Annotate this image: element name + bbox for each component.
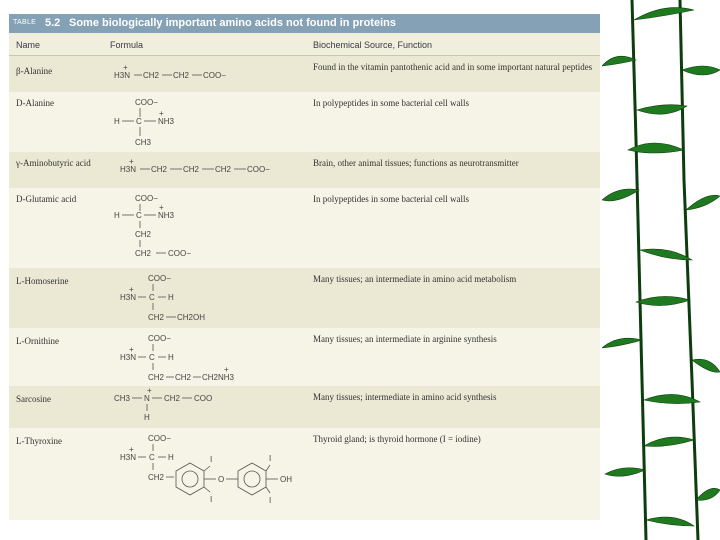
svg-text:+: + bbox=[129, 345, 134, 354]
amino-acid-name: D-Glutamic acid bbox=[16, 194, 77, 204]
bamboo-leaf bbox=[602, 56, 636, 66]
svg-text:CH2: CH2 bbox=[148, 313, 165, 322]
header-name: Name bbox=[16, 40, 41, 50]
table-row bbox=[9, 268, 600, 328]
svg-text:C: C bbox=[136, 117, 142, 126]
source-function: Brain, other animal tissues; functions as neurotransmitter bbox=[313, 158, 519, 168]
bamboo-leaf bbox=[646, 517, 694, 526]
bamboo-leaf bbox=[636, 296, 690, 305]
amino-acid-name: Sarcosine bbox=[16, 394, 51, 404]
svg-text:+: + bbox=[159, 109, 164, 118]
svg-text:H3N: H3N bbox=[120, 165, 137, 174]
svg-text:C: C bbox=[149, 293, 155, 302]
svg-text:C: C bbox=[136, 211, 142, 220]
svg-text:CH3: CH3 bbox=[135, 138, 152, 147]
svg-text:CH3: CH3 bbox=[114, 394, 131, 403]
bamboo-leaf bbox=[602, 338, 642, 348]
svg-text:+: + bbox=[129, 157, 134, 166]
table-title: Some biologically important amino acids not found in proteins bbox=[69, 17, 396, 29]
bamboo-leaf bbox=[644, 437, 694, 446]
svg-text:H: H bbox=[168, 453, 174, 462]
table-label: TABLE bbox=[13, 19, 37, 26]
structural-formula bbox=[110, 430, 310, 520]
svg-text:COO−: COO− bbox=[148, 334, 171, 343]
svg-text:COO−: COO− bbox=[148, 434, 171, 443]
amino-acid-name: γ-Aminobutyric acid bbox=[16, 158, 91, 168]
svg-text:CH2: CH2 bbox=[148, 373, 165, 382]
table-row bbox=[9, 188, 600, 268]
svg-text:COO−: COO− bbox=[148, 274, 171, 283]
svg-text:CH2: CH2 bbox=[173, 71, 190, 80]
svg-text:I: I bbox=[210, 495, 213, 504]
table-number: 5.2 bbox=[45, 17, 61, 29]
table-image bbox=[9, 14, 600, 520]
svg-text:I: I bbox=[269, 454, 272, 463]
svg-text:H: H bbox=[144, 413, 150, 422]
svg-text:CH2: CH2 bbox=[135, 230, 152, 239]
svg-text:I: I bbox=[269, 496, 272, 505]
svg-text:CH2NH3: CH2NH3 bbox=[202, 373, 235, 382]
bamboo-leaf bbox=[605, 468, 645, 477]
svg-text:CH2: CH2 bbox=[143, 71, 160, 80]
structural-formula bbox=[110, 190, 310, 268]
svg-text:NH3: NH3 bbox=[158, 117, 175, 126]
bamboo-leaf bbox=[692, 359, 720, 372]
svg-text:H: H bbox=[168, 353, 174, 362]
header-formula: Formula bbox=[110, 40, 144, 50]
source-function: Found in the vitamin pantothenic acid and in some important natural peptides bbox=[313, 62, 593, 72]
bamboo-leaf bbox=[696, 488, 720, 500]
amino-acid-name: L-Thyroxine bbox=[16, 436, 62, 446]
svg-text:H: H bbox=[114, 117, 120, 126]
svg-text:H3N: H3N bbox=[120, 353, 137, 362]
svg-text:OH: OH bbox=[280, 475, 292, 484]
amino-acid-name: β-Alanine bbox=[16, 66, 53, 76]
table-row bbox=[9, 328, 600, 386]
svg-text:CH2: CH2 bbox=[164, 394, 181, 403]
svg-text:C: C bbox=[149, 453, 155, 462]
svg-text:+: + bbox=[123, 63, 128, 72]
svg-text:CH2: CH2 bbox=[135, 249, 152, 258]
svg-text:C: C bbox=[149, 353, 155, 362]
structural-formula bbox=[110, 270, 310, 328]
svg-text:I: I bbox=[210, 455, 213, 464]
bamboo-leaf bbox=[602, 189, 639, 201]
table-caption bbox=[9, 14, 600, 33]
table-row bbox=[9, 386, 600, 428]
structural-formula bbox=[110, 94, 310, 152]
svg-text:COO−: COO− bbox=[203, 71, 226, 80]
table-row bbox=[9, 56, 600, 92]
amino-acid-name: L-Homoserine bbox=[16, 276, 69, 286]
svg-text:NH3: NH3 bbox=[158, 211, 175, 220]
table-row bbox=[9, 152, 600, 188]
svg-text:COO−: COO− bbox=[135, 194, 158, 203]
bamboo-leaf bbox=[637, 105, 687, 115]
svg-text:CH2OH: CH2OH bbox=[177, 313, 206, 322]
structural-formula bbox=[110, 154, 310, 184]
svg-text:COO−: COO− bbox=[247, 165, 270, 174]
table-header-row bbox=[9, 33, 600, 56]
table-row bbox=[9, 92, 600, 152]
bamboo-leaf bbox=[640, 249, 692, 260]
amino-acid-name: D-Alanine bbox=[16, 98, 54, 108]
svg-text:+: + bbox=[224, 365, 229, 374]
bamboo-leaf bbox=[682, 66, 720, 75]
svg-text:H3N: H3N bbox=[120, 453, 137, 462]
header-function: Biochemical Source, Function bbox=[313, 40, 433, 50]
svg-text:+: + bbox=[159, 203, 164, 212]
svg-text:CH2: CH2 bbox=[151, 165, 168, 174]
bamboo-stem bbox=[632, 0, 646, 540]
source-function: In polypeptides in some bacterial cell walls bbox=[313, 194, 469, 204]
svg-text:H: H bbox=[114, 211, 120, 220]
svg-text:H3N: H3N bbox=[114, 71, 131, 80]
svg-text:COO−: COO− bbox=[168, 249, 191, 258]
table-body bbox=[9, 33, 600, 520]
source-function: Many tissues; an intermediate in arginine synthesis bbox=[313, 334, 497, 344]
source-function: In polypeptides in some bacterial cell walls bbox=[313, 98, 469, 108]
svg-text:COO−: COO− bbox=[135, 98, 158, 107]
amino-acid-name: L-Ornithine bbox=[16, 336, 59, 346]
source-function: Many tissues; intermediate in amino acid synthesis bbox=[313, 392, 497, 402]
bamboo-leaf bbox=[634, 8, 694, 20]
svg-text:CH2: CH2 bbox=[183, 165, 200, 174]
svg-text:H3N: H3N bbox=[120, 293, 137, 302]
svg-text:H: H bbox=[168, 293, 174, 302]
svg-text:CH2: CH2 bbox=[215, 165, 232, 174]
bamboo-stem bbox=[680, 0, 698, 540]
svg-text:+: + bbox=[129, 445, 134, 454]
table-row bbox=[9, 428, 600, 520]
svg-text:+: + bbox=[147, 386, 152, 395]
svg-text:N: N bbox=[144, 394, 150, 403]
svg-text:+: + bbox=[129, 285, 134, 294]
bamboo-leaf bbox=[686, 195, 720, 210]
bamboo-decoration bbox=[602, 0, 720, 540]
source-function: Many tissues; an intermediate in amino acid metabolism bbox=[313, 274, 517, 284]
structural-formula bbox=[110, 386, 310, 426]
svg-text:O: O bbox=[218, 475, 225, 484]
structural-formula bbox=[110, 330, 310, 386]
svg-text:CH2: CH2 bbox=[148, 473, 165, 482]
structural-formula bbox=[110, 60, 310, 90]
source-function: Thyroid gland; is thyroid hormone (I = iodine) bbox=[313, 434, 481, 444]
svg-text:COO: COO bbox=[194, 394, 213, 403]
svg-text:CH2: CH2 bbox=[175, 373, 192, 382]
